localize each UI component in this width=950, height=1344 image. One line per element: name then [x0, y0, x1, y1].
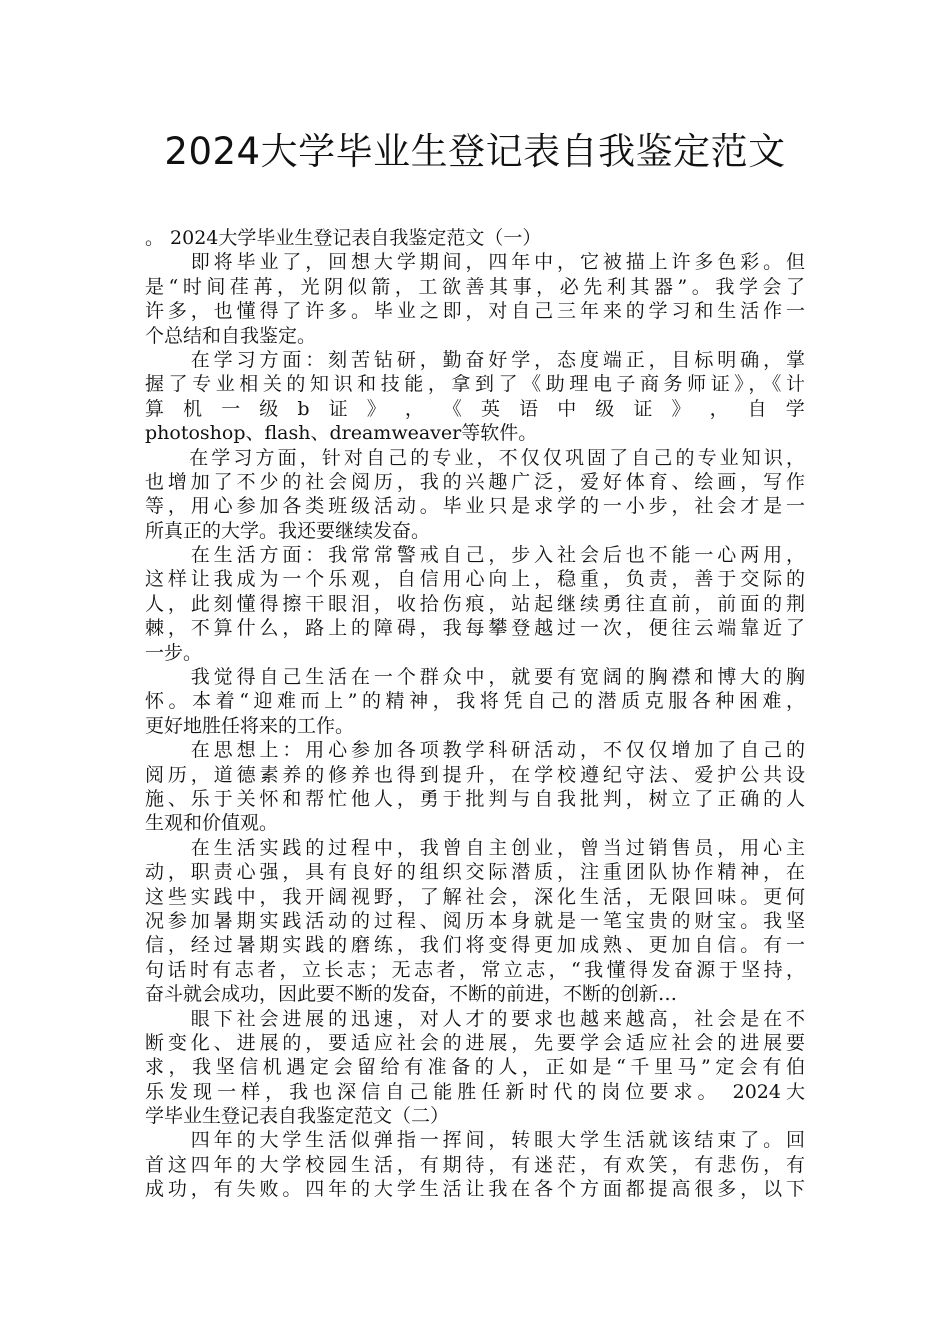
spread-word: ，: [709, 397, 729, 420]
spread-word: 机: [183, 397, 203, 420]
spread-word: 级: [259, 397, 279, 420]
text-line: 所真正的大学。我还要继续发奋。: [145, 519, 431, 542]
spread-word: 语: [519, 397, 539, 420]
document-body: [145, 226, 805, 1202]
text-line: 在生活实践的过程中，我曾自主创业，曾当过销售员，用心主: [145, 836, 805, 859]
spread-word: 学: [785, 397, 805, 420]
spread-word: 》: [671, 397, 691, 420]
text-line: 动，职责心强，具有良好的组织交际潜质，注重团队协作精神，在: [145, 861, 805, 884]
spread-word: 自: [747, 397, 767, 420]
text-line: 求，我坚信机遇定会留给有准备的人，正如是“千里马”定会有伯: [145, 1056, 805, 1079]
spread-word: 证: [328, 397, 348, 420]
text-line: 在学习方面，针对自己的专业，不仅仅巩固了自己的专业知识，: [145, 446, 805, 469]
document-title: 2024大学毕业生登记表自我鉴定范文: [164, 130, 786, 173]
text-line: 我觉得自己生活在一个群众中，就要有宽阔的胸襟和博大的胸: [145, 666, 805, 689]
text-line: photoshop、flash、dreamweaver等软件。: [145, 422, 538, 445]
text-line: 更好地胜任将来的工作。: [145, 714, 355, 737]
text-line: 句话时有志者，立长志；无志者，常立志，“我懂得发奋源于坚持，: [145, 958, 805, 981]
text-line: 奋斗就会成功，因此要不断的发奋，不断的前进，不断的创新…: [145, 983, 678, 1006]
text-line: 生观和价值观。: [145, 812, 279, 835]
text-line: 个总结和自我鉴定。: [145, 324, 317, 347]
text-line: 一步。: [145, 641, 203, 664]
text-line: 乐发现一样，我也深信自己能胜任新时代的岗位要求。 2024大: [145, 1080, 805, 1103]
spread-word: 级: [595, 397, 615, 420]
text-line: 首这四年的大学校园生活，有期待，有迷茫，有欢笑，有悲伤，有: [145, 1153, 805, 1176]
text-line: 握了专业相关的知识和技能，拿到了《助理电子商务师证》，《计: [145, 373, 805, 396]
text-line: 在思想上：用心参加各项教学科研活动，不仅仅增加了自己的: [145, 739, 805, 762]
spread-text-line: [145, 397, 805, 421]
spread-word: 《: [442, 397, 462, 420]
spread-word: 证: [633, 397, 653, 420]
text-line: 况参加暑期实践活动的过程、阅历本身就是一笔宝贵的财宝。我坚: [145, 909, 805, 932]
text-line: 人，此刻懂得擦干眼泪，收拾伤痕，站起继续勇往直前，前面的荆: [145, 592, 805, 615]
text-line: 这些实践中，我开阔视野，了解社会，深化生活，无限回味。更何: [145, 885, 805, 908]
text-line: 。 2024大学毕业生登记表自我鉴定范文（一）: [145, 227, 542, 249]
text-line: 学毕业生登记表自我鉴定范文（二）: [145, 1105, 450, 1128]
text-line: 在学习方面：刻苦钻研，勤奋好学，态度端正，目标明确，掌: [145, 348, 805, 371]
spread-word: 算: [145, 397, 165, 420]
spread-word: 英: [481, 397, 501, 420]
text-line: 四年的大学生活似弹指一挥间，转眼大学生活就该结束了。回: [145, 1129, 805, 1152]
text-line: 是“时间荏苒，光阴似箭，工欲善其事，必先利其器”。我学会了: [145, 275, 805, 298]
text-line: 断变化、进展的，要适应社会的进展，先要学会适应社会的进展要: [145, 1031, 805, 1054]
text-line: 成功，有失败。四年的大学生活让我在各个方面都提高很多，以下: [145, 1178, 805, 1201]
text-line: 这样让我成为一个乐观，自信用心向上，稳重，负责，善于交际的: [145, 568, 805, 591]
spread-word: 一: [221, 397, 241, 420]
text-line: 施、乐于关怀和帮忙他人，勇于批判与自我批判，树立了正确的人: [145, 787, 805, 810]
text-line: 也增加了不少的社会阅历，我的兴趣广泛，爱好体育、绘画，写作: [145, 470, 805, 493]
text-line: 眼下社会进展的迅速，对人才的要求也越来越高，社会是在不: [145, 1007, 805, 1030]
text-line: 在生活方面：我常常警戒自己，步入社会后也不能一心两用，: [145, 544, 805, 567]
text-line: 等，用心参加各类班级活动。毕业只是求学的一小步，社会才是一: [145, 495, 805, 518]
text-line: 阅历，道德素养的修养也得到提升，在学校遵纪守法、爱护公共设: [145, 763, 805, 786]
spread-word: 中: [557, 397, 577, 420]
text-line: 怀。本着“迎难而上”的精神，我将凭自己的潜质克服各种困难，: [145, 690, 805, 713]
spread-word: 》: [366, 397, 386, 420]
text-line: 许多，也懂得了许多。毕业之即，对自己三年来的学习和生活作一: [145, 300, 805, 323]
spread-word: b: [297, 397, 310, 420]
spread-word: ，: [404, 397, 424, 420]
text-line: 即将毕业了，回想大学期间，四年中，它被描上许多色彩。但: [145, 251, 805, 274]
text-line: 信，经过暑期实践的磨练，我们将变得更加成熟、更加自信。有一: [145, 934, 805, 957]
text-line: 棘，不算什么，路上的障碍，我每攀登越过一次，便往云端靠近了: [145, 617, 805, 640]
